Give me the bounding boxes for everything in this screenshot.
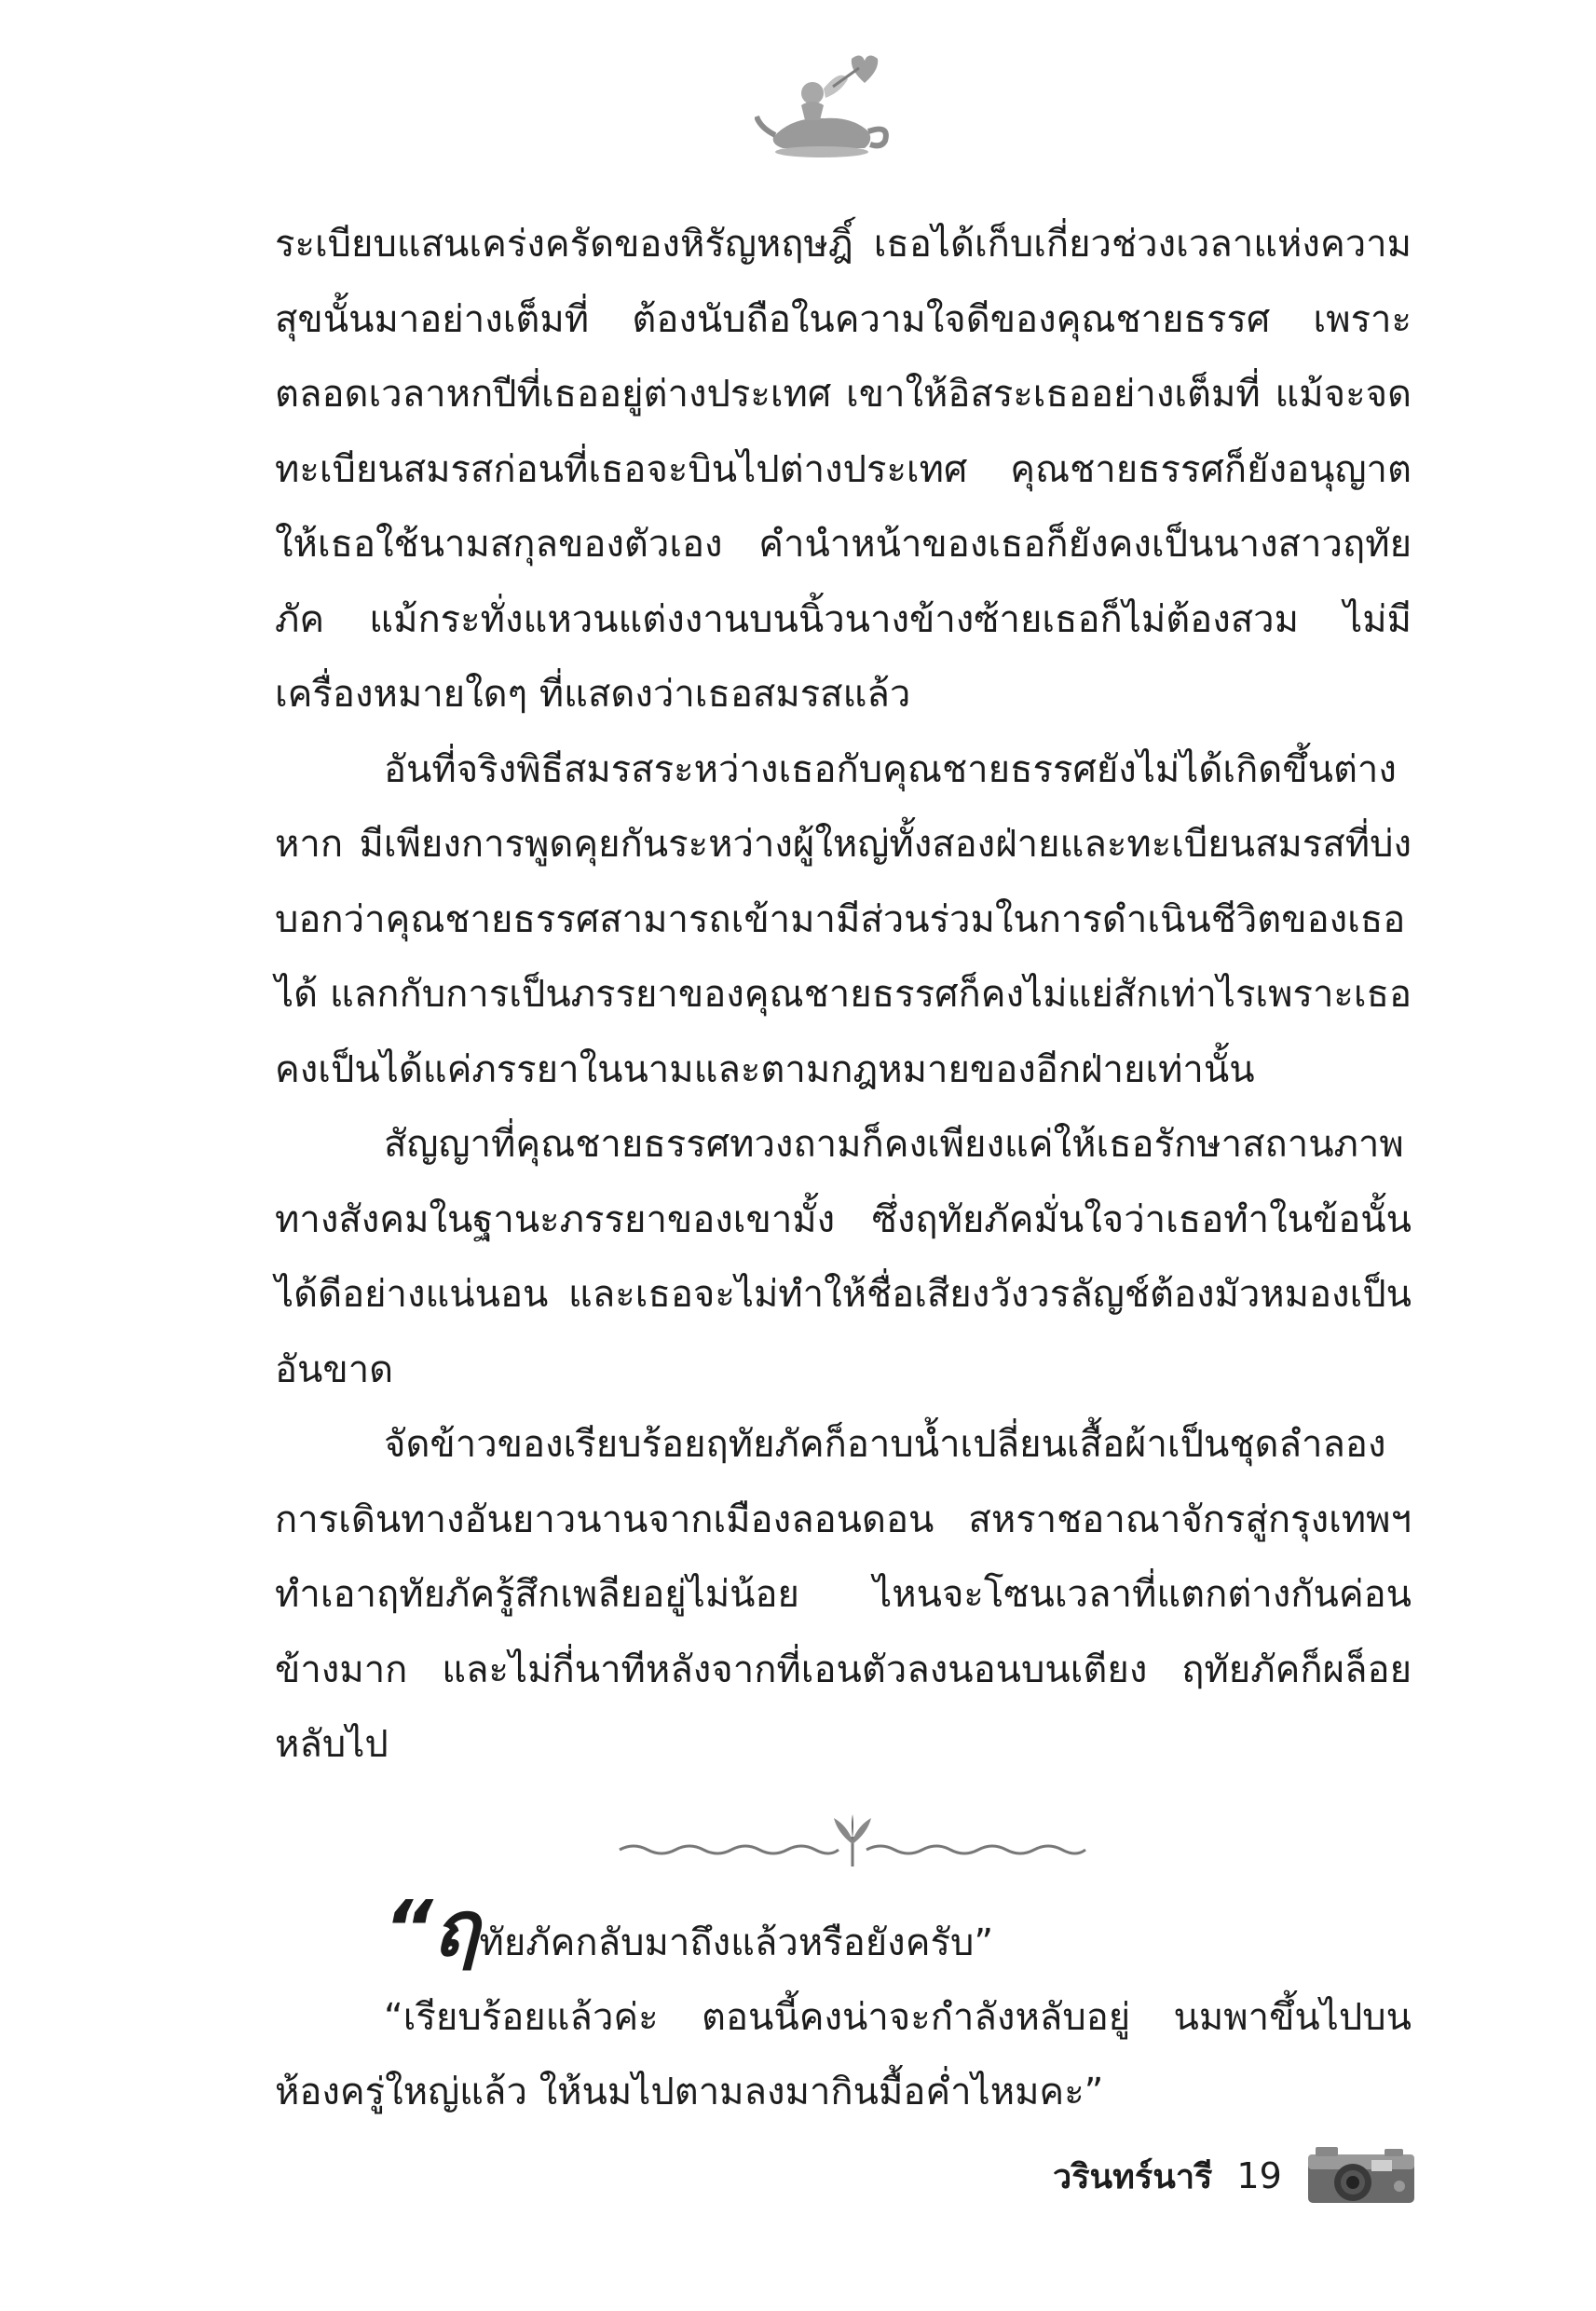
dialogue-line-rest: ทัยภัคกลับมาถึงแล้วหรือยังครับ” bbox=[479, 1921, 994, 1964]
page-footer bbox=[1053, 2143, 1416, 2208]
paragraph: อันที่จริงพิธีสมรสระหว่างเธอกับคุณชายธรรศยังไม่ได้เกิดขึ้นต่างหาก มีเพียงการพูดคุยกันระหว่างผู้ใหญ่ทั้งสองฝ่ายและทะเบียนสมรสที่บ่งบอกว่าคุณชายธรรศสามารถเข้ามามีส่วนร่วมในการดำเนินชีวิตของเธอได้ แลกกับการเป็นภรรยาของคุณชายธรรศก็คงไม่แย่สักเท่าไรเพราะเธอคงเป็นได้แค่ภรรยาในนามและตามกฎหมายของอีกฝ่ายเท่านั้น bbox=[275, 747, 1412, 1091]
dialogue-line bbox=[275, 1885, 1412, 1980]
paragraph: สัญญาที่คุณชายธรรศทวงถามก็คงเพียงแค่ให้เธอรักษาสถานภาพทางสังคมในฐานะภรรยาของเขามั้ง ซึ่งฤทัยภัคมั่นใจว่าเธอทำในข้อนั้นได้ดีอย่างแน่นอน และเธอจะไม่ทำให้ชื่อเสียงวังวรลัญช์ต้องมัวหมองเป็นอันขาด bbox=[275, 1123, 1412, 1391]
cupid-teapot-icon bbox=[755, 51, 894, 163]
paragraph: ระเบียบแสนเคร่งครัดของหิรัญหฤษฎิ์ เธอได้เก็บเกี่ยวช่วงเวลาแห่งความสุขนั้นมาอย่างเต็มที่ ต้องนับถือในความใจดีของคุณชายธรรศ เพราะตลอดเวลาหกปีที่เธออยู่ต่างประเทศ เขาให้อิสระเธออย่างเต็มที่ แม้จะจดทะเบียนสมรสก่อนที่เธอจะบินไปต่างประเทศ คุณชายธรรศก็ยังอนุญาตให้เธอใช้นามสกุลของตัวเอง คำนำหน้าของเธอก็ยังคงเป็นนางสาวฤทัยภัค แม้กระทั่งแหวนแต่งงานบนนิ้วนางข้างซ้ายเธอก็ไม่ต้องสวม ไม่มีเครื่องหมายใดๆ ที่แสดงว่าเธอสมรสแล้ว bbox=[275, 223, 1412, 716]
body-text bbox=[275, 207, 1412, 1783]
paragraph: จัดข้าวของเรียบร้อยฤทัยภัคก็อาบน้ำเปลี่ยนเสื้อผ้าเป็นชุดลำลองการเดินทางอันยาวนานจากเมืองลอนดอน สหราชอาณาจักรสู่กรุงเทพฯ ทำเอาฤทัยภัครู้สึกเพลียอยู่ไม่น้อย ไหนจะโซนเวลาที่แตกต่างกันค่อนข้างมาก และไม่กี่นาทีหลังจากที่เอนตัวลงนอนบนเตียง ฤทัยภัคก็ผล็อยหลับไป bbox=[275, 1423, 1412, 1766]
page-number: 19 bbox=[1236, 2155, 1282, 2196]
camera-icon bbox=[1306, 2145, 1416, 2207]
drop-cap: “ฤ bbox=[384, 1885, 480, 1974]
book-title: วรินทร์นารี bbox=[1053, 2157, 1213, 2196]
dialogue-line: “เรียบร้อยแล้วค่ะ ตอนนี้คงน่าจะกำลังหลับอยู่ นมพาขึ้นไปบนห้องครู่ใหญ่แล้ว ให้นมไปตามลงมากินมื้อค่ำไหมคะ” bbox=[275, 1996, 1412, 2113]
dialogue bbox=[275, 1885, 1412, 2129]
sprout-divider-icon bbox=[610, 1812, 1095, 1878]
